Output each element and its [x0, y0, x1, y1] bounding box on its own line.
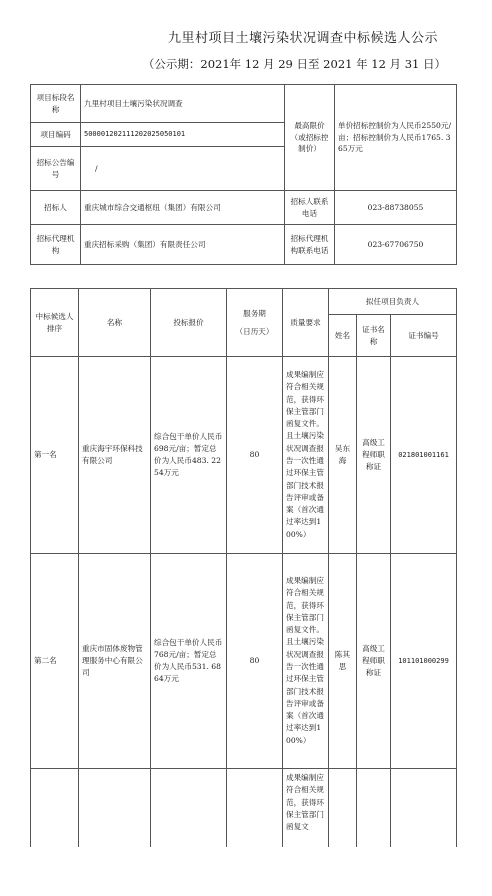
candidate-name: 重庆市固体废物管理服务中心有限公司	[79, 554, 151, 769]
header-cert-title: 证书名称	[357, 315, 391, 357]
header-price: 投标报价	[151, 289, 227, 357]
candidate-cert-no	[391, 769, 457, 847]
header-name: 名称	[79, 289, 151, 357]
info-row-tenderer	[31, 191, 457, 225]
candidate-price: 综合包干单价人民币 698元/亩；暂定总价为人民币483. 2254万元	[151, 357, 227, 554]
header-period-line1: 服务期	[243, 308, 266, 318]
candidate-cert-title: 高级工程师职称证	[357, 554, 391, 769]
notice-value: /	[81, 147, 285, 191]
publicity-period: （公示期：2021年 12 月 29 日至 2021 年 12 月 31 日）	[142, 57, 446, 71]
candidate-period: 80	[227, 554, 283, 769]
candidate-cert-title	[357, 769, 391, 847]
tenderer-value: 重庆城市综合交通枢纽（集团）有限公司	[81, 191, 285, 225]
candidate-quality: 成果编制应符合相关规范，获得环保主管部门函复文件。且土壤污染状况调查报告一次性通过环保主管部门技术报告评审或备案（首次通过率达到100%）	[283, 554, 329, 769]
candidate-quality: 成果编制应符合相关规范，获得环保主管部门函复文	[283, 769, 329, 847]
section-value: 九里村项目土壤污染状况调查	[81, 85, 285, 123]
agent-value: 重庆招标采购（集团）有限责任公司	[81, 225, 285, 265]
candidate-price: 综合包干单价人民币768元/亩；暂定总价为人民币531. 6864万元	[151, 554, 227, 769]
candidate-rank	[31, 769, 79, 847]
tenderer-phone-value: 023-88738055	[335, 191, 457, 225]
candidate-price	[151, 769, 227, 847]
candidate-period	[227, 769, 283, 847]
header-service-period	[227, 289, 283, 357]
candidate-rank: 第二名	[31, 554, 79, 769]
candidate-row-3	[31, 769, 457, 847]
candidate-name: 重庆海宇环保科技有限公司	[79, 357, 151, 554]
code-value: 500001202111202025050101	[81, 123, 285, 147]
header-rank: 中标候选人排序	[31, 289, 79, 357]
candidates-table	[30, 288, 457, 847]
header-period-line2: （日历天）	[235, 326, 274, 336]
header-cert-no: 证书编号	[391, 315, 457, 357]
candidate-cert-no: 021801001161	[391, 357, 457, 554]
candidate-row-1	[31, 357, 457, 554]
candidate-person: 陈其思	[329, 554, 357, 769]
candidate-name	[79, 769, 151, 847]
info-row-agent	[31, 225, 457, 265]
project-info-table	[30, 84, 457, 265]
agent-phone-label: 招标代理机构联系电话	[285, 225, 335, 265]
notice-label: 招标公告编号	[31, 147, 81, 191]
agent-label: 招标代理机构	[31, 225, 81, 265]
max-price-value: 单价招标控制价为人民币2550元/亩；招标控制价为人民币1765. 365万元	[335, 85, 457, 191]
header-person-name: 姓名	[329, 315, 357, 357]
max-price-label: 最高限价（或招标控制价）	[285, 85, 335, 191]
header-row-1	[31, 289, 457, 315]
candidate-cert-title: 高级工程师职称证	[357, 357, 391, 554]
candidate-period: 80	[227, 357, 283, 554]
tenderer-phone-label: 招标人联系电话	[285, 191, 335, 225]
section-label: 项目标段名称	[31, 85, 81, 123]
header-quality: 质量要求	[283, 289, 329, 357]
candidate-row-2	[31, 554, 457, 769]
document-title: 九里村项目土壤污染状况调查中标候选人公示	[167, 31, 438, 46]
candidate-person	[329, 769, 357, 847]
info-row-section	[31, 85, 457, 123]
tenderer-label: 招标人	[31, 191, 81, 225]
agent-phone-value: 023-67706750	[335, 225, 457, 265]
candidate-cert-no: 101101000299	[391, 554, 457, 769]
candidate-quality: 成果编制应符合相关规范，获得环保主管部门函复文件。且土壤污染状况调查报告一次性通过环保主管部门技术报告评审或备案（首次通过率达到100%）	[283, 357, 329, 554]
candidate-rank: 第一名	[31, 357, 79, 554]
header-manager: 拟任项目负责人	[329, 289, 457, 315]
candidate-person: 吴东海	[329, 357, 357, 554]
code-label: 项目编码	[31, 123, 81, 147]
